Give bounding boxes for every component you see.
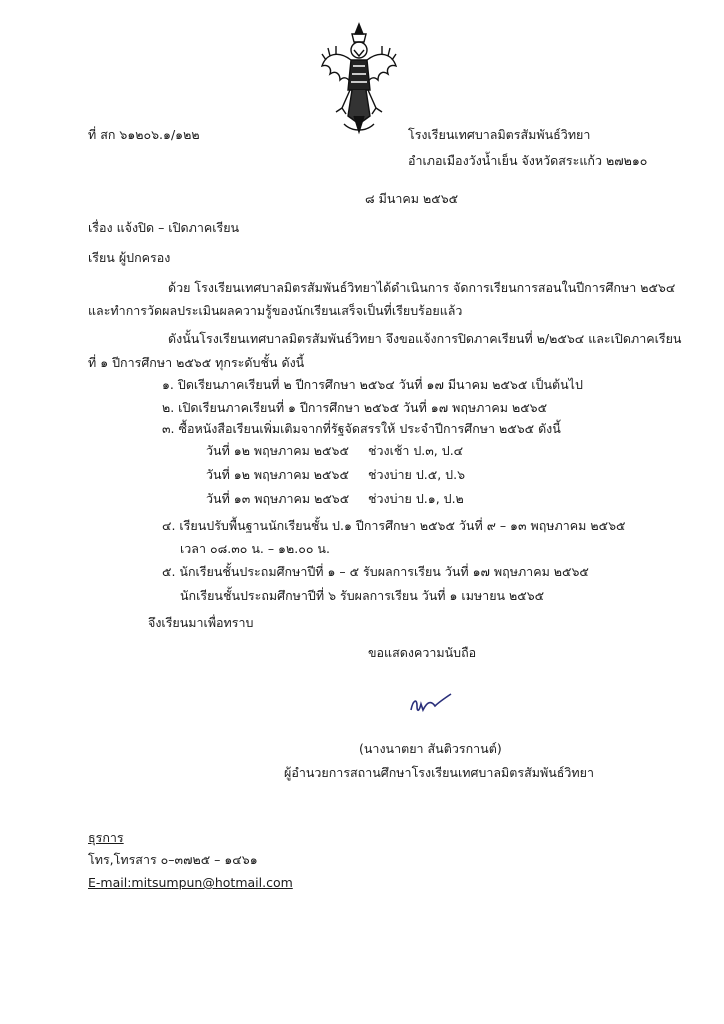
schedule-session: ช่วงบ่าย ป.๑, ป.๒	[368, 491, 464, 506]
closing-note: จึงเรียนมาเพื่อทราบ	[148, 615, 254, 630]
schedule-session: ช่วงเช้า ป.๓, ป.๔	[368, 443, 464, 458]
schedule-date: วันที่ ๑๒ พฤษภาคม ๒๕๖๕	[206, 443, 349, 458]
signer-name: (นางนาตยา สันติวรกานต์)	[359, 741, 502, 756]
paragraph-1-line-2: และทำการวัดผลประเมินผลความรู้ของนักเรียนเสร็จเป็นที่เรียบร้อยแล้ว	[88, 303, 463, 318]
schedule-date: วันที่ ๑๒ พฤษภาคม ๒๕๖๕	[206, 467, 349, 482]
school-address: อำเภอเมืองวังน้ำเย็น จังหวัดสระแก้ว ๒๗๒๑๐	[408, 153, 648, 168]
item-2: ๒. เปิดเรียนภาคเรียนที่ ๑ ปีการศึกษา ๒๕๖๕ วันที่ ๑๗ พฤษภาคม ๒๕๖๕	[162, 400, 548, 415]
paragraph-1-line-1: ด้วย โรงเรียนเทศบาลมิตรสัมพันธ์วิทยาได้ดำเนินการ จัดการเรียนการสอนในปีการศึกษา ๒๕๖๔	[168, 280, 676, 295]
schedule-date: วันที่ ๑๓ พฤษภาคม ๒๕๖๕	[206, 491, 350, 506]
phone-fax: โทร,โทรสาร ๐–๓๗๒๕ – ๑๔๖๑	[88, 852, 258, 867]
closing-salutation: ขอแสดงความนับถือ	[368, 645, 477, 660]
letter-date: ๘ มีนาคม ๒๕๖๕	[365, 191, 459, 206]
paragraph-2-line-2: ที่ ๑ ปีการศึกษา ๒๕๖๕ ทุกระดับชั้น ดังนี้	[88, 355, 305, 370]
letter-recipient: เรียน ผู้ปกครอง	[88, 250, 171, 265]
letter-subject: เรื่อง แจ้งปิด – เปิดภาคเรียน	[88, 220, 240, 235]
signature-icon	[405, 690, 455, 720]
item-5-line-2: นักเรียนชั้นประถมศึกษาปีที่ ๖ รับผลการเรียน วันที่ ๑ เมษายน ๒๕๖๕	[180, 588, 545, 603]
paragraph-2-line-1: ดังนั้นโรงเรียนเทศบาลมิตรสัมพันธ์วิทยา จึงขอแจ้งการปิดภาคเรียนที่ ๒/๒๕๖๔ และเปิดภาคเรียน	[168, 331, 682, 346]
signer-title: ผู้อำนวยการสถานศึกษาโรงเรียนเทศบาลมิตรสัมพันธ์วิทยา	[284, 765, 594, 780]
email-link[interactable]: E-mail:mitsumpun@hotmail.com	[88, 875, 293, 890]
item-5-line-1: ๕. นักเรียนชั้นประถมศึกษาปีที่ ๑ – ๕ รับผลการเรียน วันที่ ๑๗ พฤษภาคม ๒๕๖๕	[162, 564, 589, 579]
garuda-emblem-icon	[318, 20, 400, 136]
school-name: โรงเรียนเทศบาลมิตรสัมพันธ์วิทยา	[408, 127, 591, 142]
item-4-line-1: ๔. เรียนปรับพื้นฐานนักเรียนชั้น ป.๑ ปีการศึกษา ๒๕๖๕ วันที่ ๙ – ๑๓ พฤษภาคม ๒๕๖๕	[162, 518, 626, 533]
item-4-line-2: เวลา ๐๘.๓๐ น. – ๑๒.๐๐ น.	[180, 541, 330, 556]
item-3: ๓. ซื้อหนังสือเรียนเพิ่มเติมจากที่รัฐจัดสรรให้ ประจำปีการศึกษา ๒๕๖๕ ดังนี้	[162, 421, 561, 436]
department-label: ธุรการ	[88, 830, 124, 845]
item-1: ๑. ปิดเรียนภาคเรียนที่ ๒ ปีการศึกษา ๒๕๖๔ วันที่ ๑๗ มีนาคม ๒๕๖๕ เป็นต้นไป	[162, 377, 583, 392]
reference-number: ที่ สก ๖๑๒๐๖.๑/๑๒๒	[88, 127, 200, 142]
schedule-session: ช่วงบ่าย ป.๕, ป.๖	[368, 467, 466, 482]
